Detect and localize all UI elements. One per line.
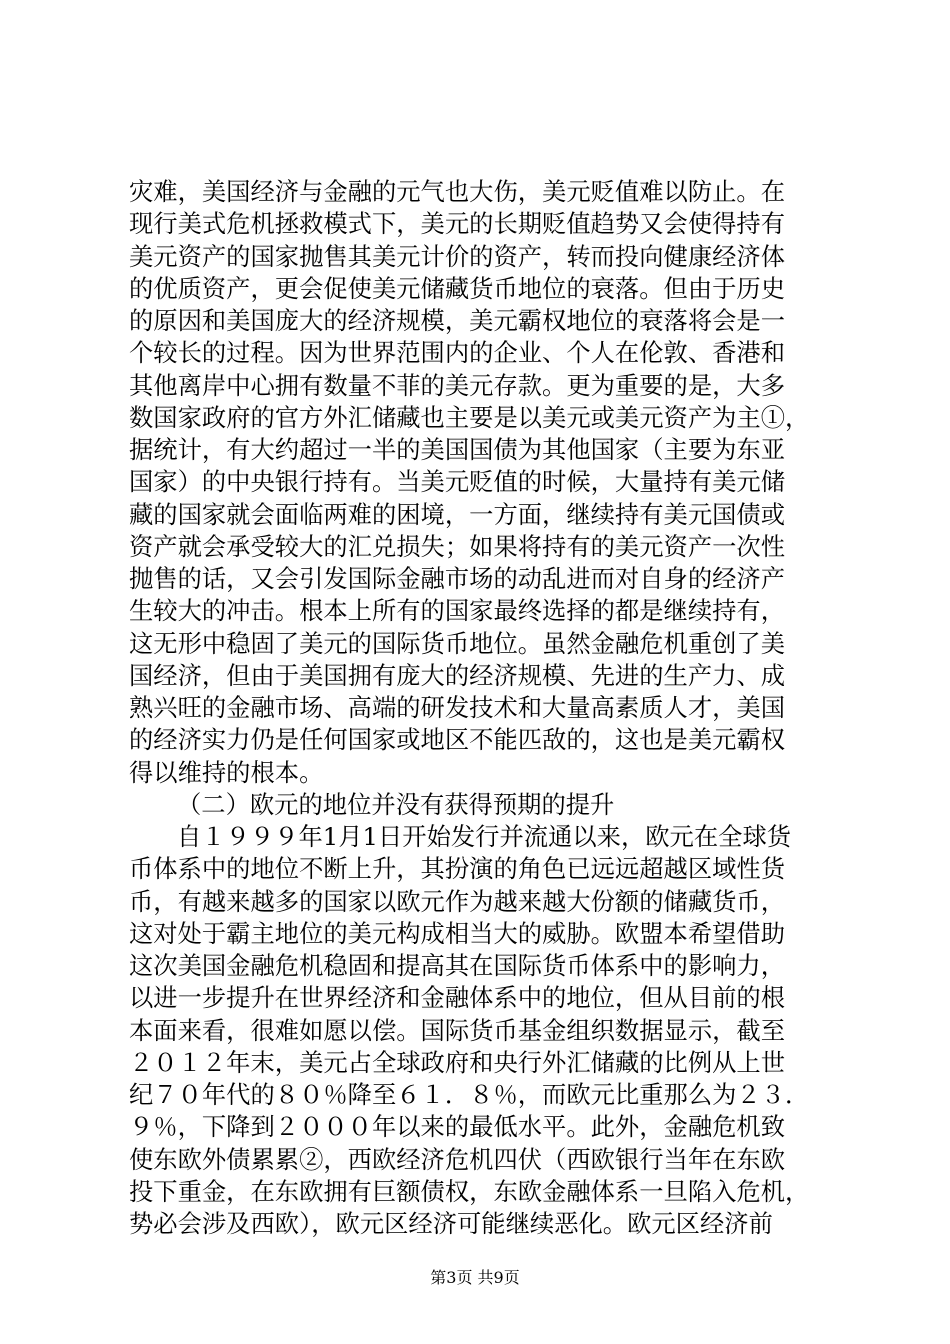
- text-line: 藏的国家就会面临两难的困境，一方面，继续持有美元国债或: [129, 499, 786, 529]
- text-line: 以进一步提升在世界经济和金融体系中的地位，但从目前的根: [129, 983, 786, 1013]
- section-heading-text: （二）欧元的地位并没有获得预期的提升: [177, 789, 615, 819]
- text-line: 纪７０年代的８０％降至６１．８％，而欧元比重那么为２３．: [129, 1080, 810, 1109]
- text-line: 投下重金，在东欧拥有巨额债权，东欧金融体系一旦陷入危机，: [129, 1176, 810, 1206]
- text-line: 资产就会承受较大的汇兑损失；如果将持有的美元资产一次性: [129, 531, 786, 561]
- text-line: 势必会涉及西欧），欧元区经济可能继续恶化。欧元区经济前: [129, 1209, 773, 1238]
- text-line: 币，有越来越多的国家以欧元作为越来越大份额的储藏货币，: [129, 886, 786, 916]
- section-heading: [129, 789, 829, 821]
- body-text: [129, 176, 829, 1240]
- text-line: 熟兴旺的金融市场、高端的研发技术和大量高素质人才，美国: [129, 693, 786, 722]
- text-line: 现行美式危机拯救模式下，美元的长期贬值趋势又会使得持有: [129, 209, 786, 239]
- text-line: 这次美国金融危机稳固和提高其在国际货币体系中的影响力，: [129, 951, 786, 980]
- text-line: 这无形中稳固了美元的国际货币地位。虽然金融危机重创了美: [129, 628, 786, 658]
- text-line: 的优质资产，更会促使美元储藏货币地位的衰落。但由于历史: [129, 273, 786, 303]
- text-line: 灾难，美国经济与金融的元气也大伤，美元贬值难以防止。在: [129, 177, 786, 206]
- text-line: 国家）的中央银行持有。当美元贬值的时候，大量持有美元储: [129, 467, 786, 497]
- text-line: 抛售的话，又会引发国际金融市场的动乱进而对自身的经济产: [129, 564, 786, 593]
- text-line: 币体系中的地位不断上升，其扮演的角色已远远超越区域性货: [129, 854, 786, 884]
- text-line: ２０１２年末，美元占全球政府和央行外汇储藏的比例从上世: [129, 1047, 786, 1077]
- text-line: ９％，下降到２０００年以来的最低水平。此外，金融危机致: [129, 1112, 786, 1142]
- text-line: 得以维持的根本。: [129, 757, 324, 787]
- text-line: 这对处于霸主地位的美元构成相当大的威胁。欧盟本希望借助: [129, 918, 786, 948]
- text-line: 本面来看，很难如愿以偿。国际货币基金组织数据显示，截至: [129, 1015, 786, 1045]
- text-line: 使东欧外债累累②，西欧经济危机四伏（西欧银行当年在东欧: [129, 1144, 786, 1174]
- text-line: 生较大的冲击。根本上所有的国家最终选择的都是继续持有，: [129, 596, 786, 626]
- text-line: 自１９９９年1月1日开始发行并流通以来，欧元在全球货: [177, 822, 792, 851]
- text-line: 据统计，有大约超过一半的美国国债为其他国家（主要为东亚: [129, 435, 786, 464]
- page-number: 第3页 共9页: [430, 1268, 520, 1287]
- text-line: 的原因和美国庞大的经济规模，美元霸权地位的衰落将会是一: [129, 306, 786, 335]
- page-footer: [0, 1268, 950, 1288]
- text-line: 数国家政府的官方外汇储藏也主要是以美元或美元资产为主①，: [129, 402, 810, 432]
- paragraph-1: [129, 176, 829, 789]
- text-line: 其他离岸中心拥有数量不菲的美元存款。更为重要的是，大多: [129, 370, 786, 400]
- text-line: 个较长的过程。因为世界范围内的企业、个人在伦敦、香港和: [129, 338, 786, 368]
- text-line: 的经济实力仍是任何国家或地区不能匹敌的，这也是美元霸权: [129, 725, 786, 755]
- text-line: 美元资产的国家抛售其美元计价的资产，转而投向健康经济体: [129, 241, 786, 271]
- paragraph-2: [129, 821, 829, 1240]
- text-line: 国经济，但由于美国拥有庞大的经济规模、先进的生产力、成: [129, 660, 786, 690]
